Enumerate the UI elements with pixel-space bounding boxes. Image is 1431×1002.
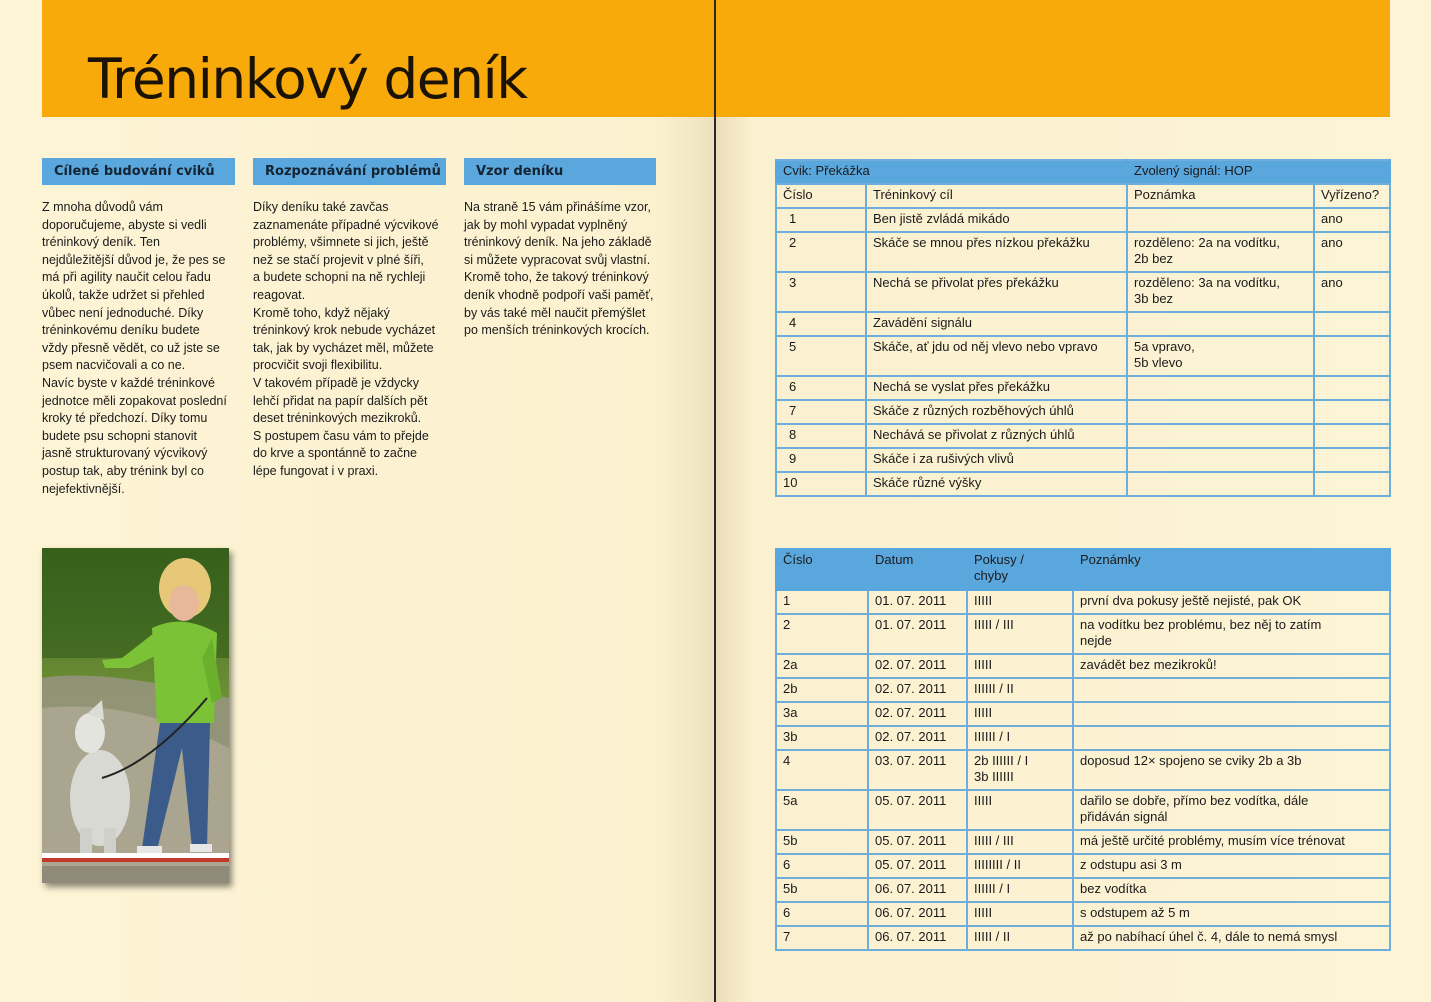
cell-number: 5b [776,878,868,902]
cell-done [1314,400,1390,424]
cell-done [1314,312,1390,336]
table-row [776,614,1390,654]
cell-number: 6 [776,902,868,926]
cell-date: 03. 07. 2011 [868,750,967,790]
cell-date: 05. 07. 2011 [868,830,967,854]
cell-done [1314,472,1390,496]
table-row [776,678,1390,702]
cell-number: 7 [776,400,866,424]
cell-goal: Skáče i za rušivých vlivů [866,448,1127,472]
cell-number: 1 [776,208,866,232]
cell-attempts: IIIIII / I [967,878,1073,902]
cell-number: 7 [776,926,868,950]
cell-attempts: IIIIII / I [967,726,1073,750]
cell-note [1127,208,1314,232]
table-row [776,232,1390,272]
cell-date: 05. 07. 2011 [868,790,967,830]
cell-notes: doposud 12× spojeno se cviky 2b a 3b [1073,750,1390,790]
cell-date: 02. 07. 2011 [868,678,967,702]
cell-number: 5a [776,790,868,830]
cell-done: ano [1314,232,1390,272]
table-row [776,336,1390,376]
cell-notes [1073,678,1390,702]
column-heading-1: Cílené budování cviků [42,158,235,185]
table1-header: Číslo [776,184,866,208]
table-row [776,272,1390,312]
table-row [776,448,1390,472]
cell-note [1127,312,1314,336]
table-row [776,590,1390,614]
table1-header-row [776,184,1390,208]
cell-note [1127,424,1314,448]
cell-date: 06. 07. 2011 [868,926,967,950]
page-title: Tréninkový deník [88,47,527,111]
cell-done [1314,448,1390,472]
table-row [776,790,1390,830]
book-spine [714,0,716,1002]
cell-notes: dařilo se dobře, přímo bez vodítka, dále přidáván signál [1073,790,1390,830]
cell-date: 01. 07. 2011 [868,590,967,614]
cell-number: 9 [776,448,866,472]
cell-number: 3b [776,726,868,750]
table2-header: Číslo [776,549,868,590]
cell-goal: Skáče z různých rozběhových úhlů [866,400,1127,424]
cell-date: 06. 07. 2011 [868,902,967,926]
cell-number: 1 [776,590,868,614]
table-row [776,424,1390,448]
table2-header: Pokusy / chyby [967,549,1073,590]
table-row [776,878,1390,902]
cell-goal: Nechává se přivolat z různých úhlů [866,424,1127,448]
cell-goal: Zavádění signálu [866,312,1127,336]
cell-date: 02. 07. 2011 [868,702,967,726]
cell-note: rozděleno: 2a na vodítku, 2b bez [1127,232,1314,272]
table2-header: Poznámky [1073,549,1390,590]
cell-attempts: IIIII [967,702,1073,726]
cell-goal: Skáče různé výšky [866,472,1127,496]
cell-notes: zavádět bez mezikroků! [1073,654,1390,678]
column-text-3: Na straně 15 vám přinášíme vzor, jak by mohl vypadat vyplněný tréninkový deník. Na jeho základě si můžete vypracovat svůj vlastní. Kromě toho, že takový tréninkový deník vhodně podpoří vaši paměť, by vás také měl naučit přemýšlet po menších tréninkových krocích. [464,200,654,338]
cell-notes [1073,702,1390,726]
cell-done [1314,424,1390,448]
signal-label: Zvolený signál: HOP [1127,160,1390,184]
cell-number: 8 [776,424,866,448]
table-row [776,726,1390,750]
training-log-table [775,548,1391,951]
cell-goal: Nechá se vyslat přes překážku [866,376,1127,400]
cell-done [1314,336,1390,376]
cell-number: 2a [776,654,868,678]
cell-date: 06. 07. 2011 [868,878,967,902]
cell-attempts: IIIII [967,902,1073,926]
cell-attempts: IIIIIIII / II [967,854,1073,878]
cell-date: 01. 07. 2011 [868,614,967,654]
title-banner-right [716,0,1390,117]
cell-goal: Skáče se mnou přes nízkou překážku [866,232,1127,272]
cell-number: 3 [776,272,866,312]
cell-notes: bez vodítka [1073,878,1390,902]
cell-number: 4 [776,312,866,336]
table-row [776,400,1390,424]
column-text-2: Díky deníku také zavčas zaznamenáte případné výcvikové problémy, všimnete si jich, ještě než se stačí projevit v plné šíři, a budete schopni na ně rychleji reagovat. Kromě toho, když nějaký tréninkový krok nebude vycházet tak, jak by vycházet měl, můžete procvičit svoji flexibilitu. V takovém případě je vždycky lehčí přidat na papír dalších pět deset tréninkových mezikroků. S postupem času vám to přejde do krve a spontánně to začne lépe fungovat i v praxi. [253,200,439,478]
cell-goal: Skáče, ať jdu od něj vlevo nebo vpravo [866,336,1127,376]
cell-attempts: IIIII / III [967,830,1073,854]
cell-date: 05. 07. 2011 [868,854,967,878]
photo-illustration [42,548,229,883]
table-row [776,902,1390,926]
table2-header-row [776,549,1390,590]
cell-number: 10 [776,472,866,496]
cell-attempts: IIIII [967,790,1073,830]
cell-notes: má ještě určité problémy, musím více trénovat [1073,830,1390,854]
table-row [776,702,1390,726]
cell-notes: až po nabíhací úhel č. 4, dále to nemá smysl [1073,926,1390,950]
cell-note [1127,400,1314,424]
cell-attempts: IIIII / II [967,926,1073,950]
cell-attempts: 2b IIIIII / I 3b IIIIII [967,750,1073,790]
table-row [776,926,1390,950]
cell-note: 5a vpravo, 5b vlevo [1127,336,1314,376]
cell-number: 2 [776,232,866,272]
column-heading-3: Vzor deníku [464,158,656,185]
cell-date: 02. 07. 2011 [868,654,967,678]
cell-number: 5 [776,336,866,376]
table1-header: Poznámka [1127,184,1314,208]
table-row [776,208,1390,232]
cell-date: 02. 07. 2011 [868,726,967,750]
cell-number: 3a [776,702,868,726]
cell-done: ano [1314,272,1390,312]
table1-title-row [776,160,1390,184]
cell-number: 4 [776,750,868,790]
cell-goal: Nechá se přivolat přes překážku [866,272,1127,312]
cell-number: 5b [776,830,868,854]
cell-note [1127,472,1314,496]
cell-number: 2b [776,678,868,702]
cell-attempts: IIIII [967,654,1073,678]
cell-done: ano [1314,208,1390,232]
cell-note [1127,448,1314,472]
exercise-label: Cvik: Překážka [776,160,1127,184]
cell-attempts: IIIII / III [967,614,1073,654]
table-row [776,654,1390,678]
table1-header: Tréninkový cíl [866,184,1127,208]
cell-notes: první dva pokusy ještě nejisté, pak OK [1073,590,1390,614]
cell-number: 6 [776,376,866,400]
cell-note [1127,376,1314,400]
cell-number: 6 [776,854,868,878]
table-row [776,472,1390,496]
cell-attempts: IIIIII / II [967,678,1073,702]
table-row [776,854,1390,878]
cell-note: rozděleno: 3a na vodítku, 3b bez [1127,272,1314,312]
table-row [776,376,1390,400]
exercise-plan-table [775,159,1391,497]
cell-notes: z odstupu asi 3 m [1073,854,1390,878]
cell-done [1314,376,1390,400]
column-heading-2: Rozpoznávání problémů [253,158,446,185]
table-row [776,750,1390,790]
dog-training-photo [42,548,229,883]
cell-attempts: IIIII [967,590,1073,614]
cell-notes: s odstupem až 5 m [1073,902,1390,926]
cell-notes [1073,726,1390,750]
column-text-1: Z mnoha důvodů vám doporučujeme, abyste si vedli tréninkový deník. Ten nejdůležitější důvod je, že pes se má při agility naučit celou řadu úkolů, takže udržet si přehled vůbec není jednoduché. Díky tréninkovému deníku budete vždy přesně vědět, co už jste se psem nacvičovali a co ne. Navíc byste v každé tréninkové jednotce měli zopakovat poslední kroky té předchozí. Díky tomu budete psu schopni stanovit jasně strukturovaný výcvikový postup tak, aby trénink byl co nejefektivnější. [42,200,227,496]
cell-notes: na vodítku bez problému, bez něj to zatím nejde [1073,614,1390,654]
table-row [776,312,1390,336]
cell-number: 2 [776,614,868,654]
table2-header: Datum [868,549,967,590]
cell-goal: Ben jistě zvládá mikádo [866,208,1127,232]
table1-header: Vyřízeno? [1314,184,1390,208]
table-row [776,830,1390,854]
